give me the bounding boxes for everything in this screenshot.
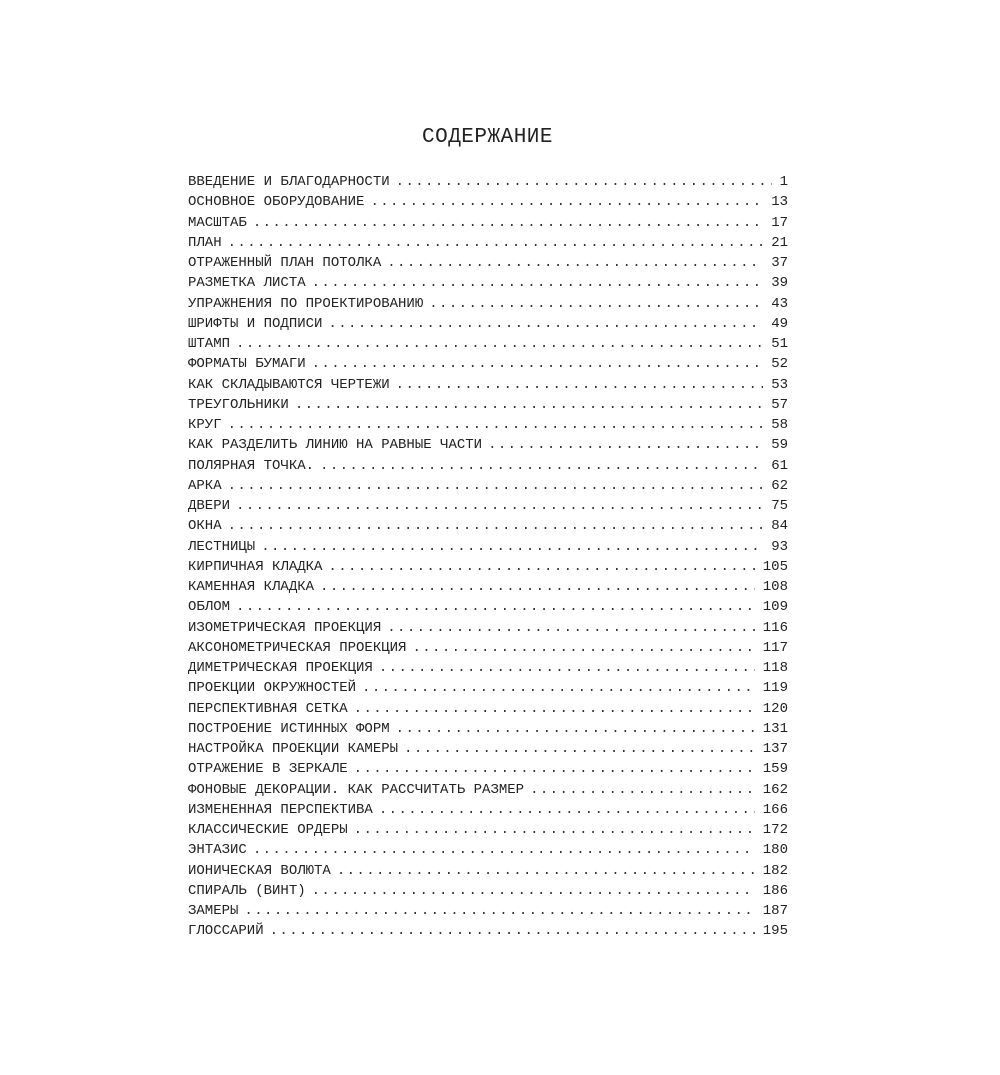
toc-entry-page-number: 195 [762,923,788,940]
toc-entry[interactable] [188,233,788,253]
toc-dot-leader [228,415,764,435]
toc-entry-page-number: 39 [771,275,788,292]
toc-entry-label: КИРПИЧНАЯ КЛАДКА [188,558,323,575]
toc-dot-leader [396,172,772,192]
toc-dot-leader [362,678,755,698]
toc-entry-label: ГЛОССАРИЙ [188,923,264,940]
toc-dot-leader [312,354,764,374]
toc-entry[interactable] [188,354,788,374]
toc-entry-label: ИЗМЕНЕННАЯ ПЕРСПЕКТИВА [188,801,373,818]
toc-dot-leader [328,314,763,334]
toc-entry[interactable] [188,658,788,678]
toc-dot-leader [379,800,755,820]
toc-entry-page-number: 84 [771,518,788,535]
toc-entry-label: ПРОЕКЦИИ ОКРУЖНОСТЕЙ [188,680,357,697]
toc-entry[interactable] [188,557,788,577]
toc-entry[interactable] [188,901,788,921]
toc-dot-leader [261,537,763,557]
toc-dot-leader [228,476,764,496]
toc-entry-page-number: 49 [771,315,788,332]
toc-entry[interactable] [188,516,788,536]
toc-entry[interactable] [188,314,788,334]
toc-entry-page-number: 108 [762,579,788,595]
toc-dot-leader [354,820,755,840]
toc-entry-label: ВВЕДЕНИЕ И БЛАГОДАРНОСТИ [188,174,390,190]
toc-entry[interactable] [188,375,788,395]
toc-entry[interactable] [188,192,788,212]
toc-dot-leader [253,840,755,860]
toc-dot-leader [404,739,755,759]
toc-dot-leader [412,638,754,658]
toc-entry-label: ИЗОМЕТРИЧЕСКАЯ ПРОЕКЦИЯ [188,619,382,636]
toc-entry[interactable] [188,456,788,476]
toc-entry-page-number: 117 [762,639,788,656]
toc-entry[interactable] [188,476,788,496]
toc-dot-leader [429,294,763,314]
toc-entry-page-number: 105 [762,558,788,575]
toc-entry-label: ОКНА [188,518,222,535]
toc-entry-label: СПИРАЛЬ (ВИНТ) [188,882,306,899]
toc-entry-label: ПЛАН [188,234,222,251]
toc-entry-label: КАМЕННАЯ КЛАДКА [188,579,315,595]
toc-entry[interactable] [188,618,788,638]
toc-entry-label: УПРАЖНЕНИЯ ПО ПРОЕКТИРОВАНИЮ [188,295,424,312]
toc-entry[interactable] [188,780,788,800]
toc-entry-page-number: 162 [762,781,788,798]
toc-dot-leader [236,597,755,617]
toc-list [188,172,788,942]
toc-entry-page-number: 109 [762,599,788,616]
toc-entry-page-number: 119 [762,680,788,697]
toc-entry-label: ФОРМАТЫ БУМАГИ [188,356,306,373]
toc-entry-page-number: 62 [771,477,788,494]
toc-entry-page-number: 53 [771,376,788,393]
toc-entry[interactable] [188,273,788,293]
toc-entry[interactable] [188,537,788,557]
toc-entry-label: КАК РАЗДЕЛИТЬ ЛИНИЮ НА РАВНЫЕ ЧАСТИ [188,437,483,454]
toc-dot-leader [370,192,763,212]
toc-dot-leader [312,881,755,901]
toc-entry-page-number: 17 [771,214,788,231]
toc-entry[interactable] [188,435,788,455]
toc-dot-leader [396,719,755,739]
toc-entry-page-number: 137 [762,741,788,757]
toc-entry[interactable] [188,820,788,840]
toc-dot-leader [396,375,764,395]
toc-entry-label: ОБЛОМ [188,599,231,616]
toc-entry[interactable] [188,678,788,698]
toc-dot-leader [354,699,755,719]
toc-entry-page-number: 172 [762,822,788,838]
toc-dot-leader [387,253,763,273]
toc-entry-page-number: 116 [762,619,788,636]
toc-dot-leader [236,496,763,516]
toc-entry-page-number: 186 [762,882,788,899]
toc-entry-page-number: 57 [771,396,788,413]
toc-entry-label: НАСТРОЙКА ПРОЕКЦИИ КАМЕРЫ [188,741,399,757]
toc-entry[interactable] [188,294,788,314]
toc-dot-leader [488,435,763,455]
toc-dot-leader [320,456,763,476]
toc-dot-leader [328,557,754,577]
toc-entry-page-number: 58 [771,417,788,433]
toc-entry-label: ТРЕУГОЛЬНИКИ [188,396,289,413]
toc-dot-leader [253,213,763,233]
toc-entry-page-number: 21 [771,234,788,251]
toc-title: СОДЕРЖАНИЕ [421,126,554,149]
toc-entry[interactable] [188,840,788,860]
toc-entry-label: ПОСТРОЕНИЕ ИСТИННЫХ ФОРМ [188,720,390,737]
toc-entry[interactable] [188,253,788,273]
toc-entry[interactable] [188,577,788,597]
toc-entry-page-number: 75 [771,498,788,514]
toc-entry-label: ДИМЕТРИЧЕСКАЯ ПРОЕКЦИЯ [188,660,373,676]
toc-entry-label: ЭНТАЗИС [188,842,247,859]
toc-entry-page-number: 187 [762,903,788,919]
toc-entry-page-number: 61 [771,457,788,474]
toc-entry[interactable] [188,415,788,435]
toc-dot-leader [228,516,764,536]
toc-entry[interactable] [188,395,788,415]
toc-entry-page-number: 59 [771,437,788,454]
toc-entry-page-number: 52 [771,356,788,373]
toc-entry[interactable] [188,739,788,759]
toc-dot-leader [379,658,755,678]
toc-entry[interactable] [188,921,788,941]
toc-entry[interactable] [188,172,788,192]
toc-entry[interactable] [188,213,788,233]
toc-entry-label: КРУГ [188,417,222,433]
toc-dot-leader [236,334,763,354]
toc-entry-label: ЗАМЕРЫ [188,903,239,919]
toc-dot-leader [530,780,755,800]
toc-entry-page-number: 51 [771,336,788,352]
toc-entry-label: ОТРАЖЕННЫЙ ПЛАН ПОТОЛКА [188,255,382,271]
toc-entry-label: АРКА [188,477,222,494]
toc-entry-page-number: 182 [762,862,788,879]
toc-entry-label: КЛАССИЧЕСКИЕ ОРДЕРЫ [188,822,348,838]
toc-entry-page-number: 1 [779,174,788,190]
toc-entry-label: ДВЕРИ [188,498,231,514]
toc-entry-page-number: 120 [762,700,788,717]
toc-entry[interactable] [188,597,788,617]
toc-entry-label: РАЗМЕТКА ЛИСТА [188,275,306,292]
toc-entry-label: ШРИФТЫ И ПОДПИСИ [188,315,323,332]
toc-entry-page-number: 131 [762,720,788,737]
toc-dot-leader [244,901,754,921]
toc-dot-leader [354,759,755,779]
toc-dot-leader [337,861,755,881]
toc-entry-label: ШТАМП [188,336,231,352]
toc-dot-leader [270,921,755,941]
toc-dot-leader [320,577,755,597]
toc-entry-label: АКСОНОМЕТРИЧЕСКАЯ ПРОЕКЦИЯ [188,639,407,656]
toc-entry-label: ОТРАЖЕНИЕ В ЗЕРКАЛЕ [188,761,348,778]
toc-entry-page-number: 93 [771,538,788,555]
toc-entry-label: МАСШТАБ [188,214,247,231]
toc-entry-page-number: 180 [762,842,788,859]
toc-entry[interactable] [188,638,788,658]
toc-entry[interactable] [188,334,788,354]
toc-entry-page-number: 13 [771,194,788,211]
toc-dot-leader [387,618,755,638]
toc-entry[interactable] [188,861,788,881]
toc-entry-label: КАК СКЛАДЫВАЮТСЯ ЧЕРТЕЖИ [188,376,390,393]
toc-dot-leader [312,273,764,293]
toc-entry-label: ЛЕСТНИЦЫ [188,538,256,555]
toc-entry[interactable] [188,699,788,719]
toc-entry[interactable] [188,496,788,516]
toc-entry[interactable] [188,881,788,901]
toc-entry[interactable] [188,800,788,820]
toc-entry-page-number: 43 [771,295,788,312]
toc-dot-leader [228,233,764,253]
toc-entry[interactable] [188,719,788,739]
toc-entry-label: ИОНИЧЕСКАЯ ВОЛЮТА [188,862,331,879]
toc-entry-label: ФОНОВЫЕ ДЕКОРАЦИИ. КАК РАССЧИТАТЬ РАЗМЕР [188,781,525,798]
toc-entry-page-number: 37 [771,255,788,271]
toc-entry-label: ПОЛЯРНАЯ ТОЧКА. [188,457,315,474]
toc-entry-label: ОСНОВНОЕ ОБОРУДОВАНИЕ [188,194,365,211]
toc-dot-leader [295,395,763,415]
toc-entry[interactable] [188,759,788,779]
toc-entry-page-number: 159 [762,761,788,778]
toc-entry-page-number: 166 [762,801,788,818]
toc-entry-label: ПЕРСПЕКТИВНАЯ СЕТКА [188,700,348,717]
toc-entry-page-number: 118 [762,660,788,676]
